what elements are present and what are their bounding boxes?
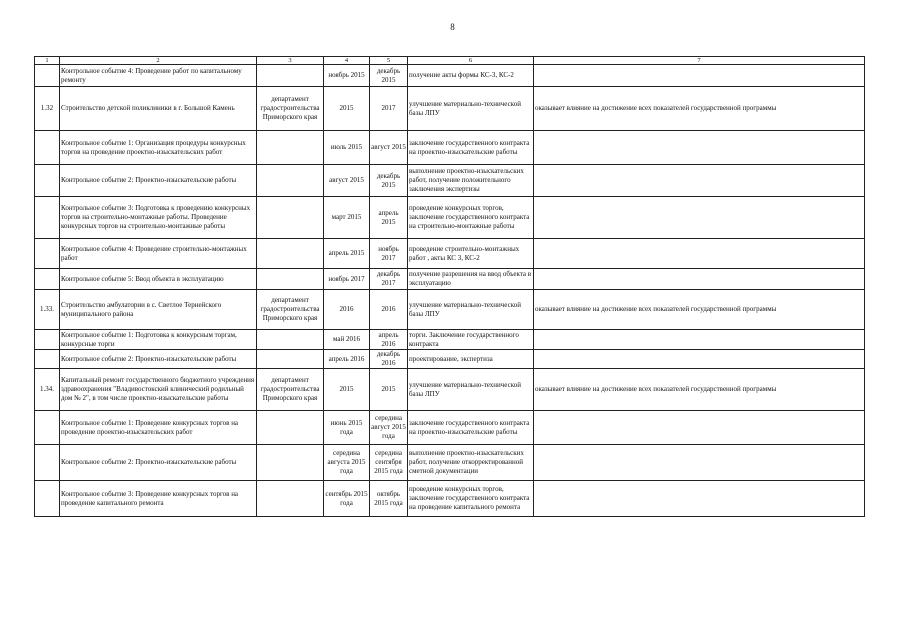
executor-cell <box>257 411 324 445</box>
start-date-cell: 2015 <box>324 87 370 131</box>
result-cell: получение акты формы КС-3, КС-2 <box>408 65 534 87</box>
header-cell: 1 <box>35 57 60 65</box>
end-date-cell: 2015 <box>370 369 408 411</box>
impact-cell <box>534 350 865 369</box>
event-name-cell: Капитальный ремонт государственного бюджетного учреждения здравоохранения "Владивостокский клинический родильный дом № 2", в том числе проектно-изыскательские работы <box>60 369 257 411</box>
result-cell: проведение конкурсных торгов, заключение государственного контракта на проведение капитального ремонта <box>408 481 534 517</box>
table-row <box>35 197 865 239</box>
impact-cell <box>534 330 865 350</box>
table-row <box>35 369 865 411</box>
start-date-cell: сентябрь 2015 года <box>324 481 370 517</box>
start-date-cell: август 2015 <box>324 165 370 197</box>
table-row <box>35 350 865 369</box>
impact-cell: оказывает влияние на достижение всех показателей государственной программы <box>534 369 865 411</box>
row-number-cell <box>35 481 60 517</box>
executor-cell <box>257 330 324 350</box>
start-date-cell: июнь 2015 года <box>324 411 370 445</box>
table-row <box>35 87 865 131</box>
end-date-cell: декабрь 2015 <box>370 65 408 87</box>
start-date-cell: 2016 <box>324 290 370 330</box>
event-name-cell: Контрольное событие 1: Организация процедуры конкурсных торгов на проведение проектно-изыскательских работ <box>60 131 257 165</box>
end-date-cell: август 2015 <box>370 131 408 165</box>
header-cell: 2 <box>60 57 257 65</box>
event-name-cell: Контрольное событие 2: Проектно-изыскательские работы <box>60 445 257 481</box>
executor-cell <box>257 239 324 269</box>
start-date-cell: апрель 2016 <box>324 350 370 369</box>
table-row <box>35 165 865 197</box>
end-date-cell: 2017 <box>370 87 408 131</box>
end-date-cell: середина сентября 2015 года <box>370 445 408 481</box>
row-number-cell <box>35 239 60 269</box>
table-row <box>35 269 865 290</box>
impact-cell <box>534 445 865 481</box>
event-name-cell: Контрольное событие 1: Подготовка к конкурсным торгам, конкурсные торги <box>60 330 257 350</box>
start-date-cell: апрель 2015 <box>324 239 370 269</box>
table-row <box>35 481 865 517</box>
start-date-cell: июль 2015 <box>324 131 370 165</box>
end-date-cell: апрель 2015 <box>370 197 408 239</box>
end-date-cell: декабрь 2017 <box>370 269 408 290</box>
impact-cell <box>534 239 865 269</box>
executor-cell <box>257 65 324 87</box>
row-number-cell: 1.33. <box>35 290 60 330</box>
result-cell: заключение государственного контракта на проектно-изыскательские работы <box>408 131 534 165</box>
impact-cell <box>534 131 865 165</box>
result-cell: улучшение материально-технической базы ЛПУ <box>408 290 534 330</box>
page-number: 8 <box>450 22 455 32</box>
impact-cell: оказывает влияние на достижение всех показателей государственной программы <box>534 290 865 330</box>
result-cell: выполнение проектно-изыскательских работ, получение откорректированной сметной документации <box>408 445 534 481</box>
event-name-cell: Контрольное событие 4: Проведение работ по капитальному ремонту <box>60 65 257 87</box>
executor-cell <box>257 481 324 517</box>
executor-cell <box>257 445 324 481</box>
row-number-cell <box>35 411 60 445</box>
program-events-table <box>34 56 865 517</box>
table-row <box>35 445 865 481</box>
executor-cell <box>257 269 324 290</box>
table-row <box>35 411 865 445</box>
start-date-cell: ноябрь 2017 <box>324 269 370 290</box>
table-row <box>35 65 865 87</box>
result-cell: торги. Заключение государственного контракта <box>408 330 534 350</box>
impact-cell <box>534 165 865 197</box>
header-cell: 3 <box>257 57 324 65</box>
start-date-cell: май 2016 <box>324 330 370 350</box>
start-date-cell: ноябрь 2015 <box>324 65 370 87</box>
header-cell: 7 <box>534 57 865 65</box>
table-row <box>35 131 865 165</box>
end-date-cell: середина август 2015 года <box>370 411 408 445</box>
row-number-cell <box>35 350 60 369</box>
end-date-cell: декабрь 2015 <box>370 165 408 197</box>
impact-cell <box>534 269 865 290</box>
result-cell: проведение конкурсных торгов, заключение государственного контракта на строительно-монтажные работы <box>408 197 534 239</box>
end-date-cell: декабрь 2016 <box>370 350 408 369</box>
executor-cell: департамент градостроительства Приморского края <box>257 369 324 411</box>
row-number-cell <box>35 165 60 197</box>
header-cell: 6 <box>408 57 534 65</box>
table-header-row <box>35 57 865 65</box>
event-name-cell: Строительство детской поликлиники в г. Большой Камень <box>60 87 257 131</box>
result-cell: улучшение материально-технической базы ЛПУ <box>408 87 534 131</box>
result-cell: проектирование, экспертиза <box>408 350 534 369</box>
row-number-cell <box>35 445 60 481</box>
event-name-cell: Контрольное событие 3: Подготовка к проведению конкурсных торгов на строительно-монтажные работы. Проведение конкурсных торгов на строительно-монтажные работы <box>60 197 257 239</box>
event-name-cell: Контрольное событие 2: Проектно-изыскательские работы <box>60 350 257 369</box>
row-number-cell <box>35 197 60 239</box>
end-date-cell: апрель 2016 <box>370 330 408 350</box>
header-cell: 4 <box>324 57 370 65</box>
executor-cell <box>257 350 324 369</box>
event-name-cell: Контрольное событие 4: Проведение строительно-монтажных работ <box>60 239 257 269</box>
row-number-cell <box>35 330 60 350</box>
impact-cell <box>534 197 865 239</box>
table-row <box>35 290 865 330</box>
impact-cell <box>534 481 865 517</box>
table-row <box>35 330 865 350</box>
row-number-cell: 1.32 <box>35 87 60 131</box>
executor-cell <box>257 197 324 239</box>
event-name-cell: Контрольное событие 3: Проведение конкурсных торгов на проведение капитального ремонта <box>60 481 257 517</box>
event-name-cell: Строительство амбулатории в с. Светлое Тернейского муниципального района <box>60 290 257 330</box>
start-date-cell: середина августа 2015 года <box>324 445 370 481</box>
impact-cell: оказывает влияние на достижение всех показателей государственной программы <box>534 87 865 131</box>
event-name-cell: Контрольное событие 2: Проектно-изыскательские работы <box>60 165 257 197</box>
row-number-cell <box>35 269 60 290</box>
result-cell: получение разрешения на ввод объекта в эксплуатацию <box>408 269 534 290</box>
event-name-cell: Контрольное событие 5: Ввод объекта в эксплуатацию <box>60 269 257 290</box>
result-cell: улучшение материально-технической базы ЛПУ <box>408 369 534 411</box>
end-date-cell: 2016 <box>370 290 408 330</box>
executor-cell <box>257 131 324 165</box>
end-date-cell: ноябрь 2017 <box>370 239 408 269</box>
row-number-cell: 1.34. <box>35 369 60 411</box>
end-date-cell: октябрь 2015 года <box>370 481 408 517</box>
event-name-cell: Контрольное событие 1: Проведение конкурсных торгов на проведение проектно-изыскательских работ <box>60 411 257 445</box>
impact-cell <box>534 411 865 445</box>
result-cell: выполнение проектно-изыскательских работ, получение положительного заключения экспертизы <box>408 165 534 197</box>
start-date-cell: 2015 <box>324 369 370 411</box>
executor-cell: департамент градостроительства Приморского края <box>257 290 324 330</box>
result-cell: проведение строительно-монтажных работ , акты КС 3, КС-2 <box>408 239 534 269</box>
start-date-cell: март 2015 <box>324 197 370 239</box>
row-number-cell <box>35 65 60 87</box>
executor-cell: департамент градостроительства Приморского края <box>257 87 324 131</box>
result-cell: заключение государственного контракта на проектно-изыскательские работы <box>408 411 534 445</box>
executor-cell <box>257 165 324 197</box>
table-row <box>35 239 865 269</box>
header-cell: 5 <box>370 57 408 65</box>
impact-cell <box>534 65 865 87</box>
row-number-cell <box>35 131 60 165</box>
